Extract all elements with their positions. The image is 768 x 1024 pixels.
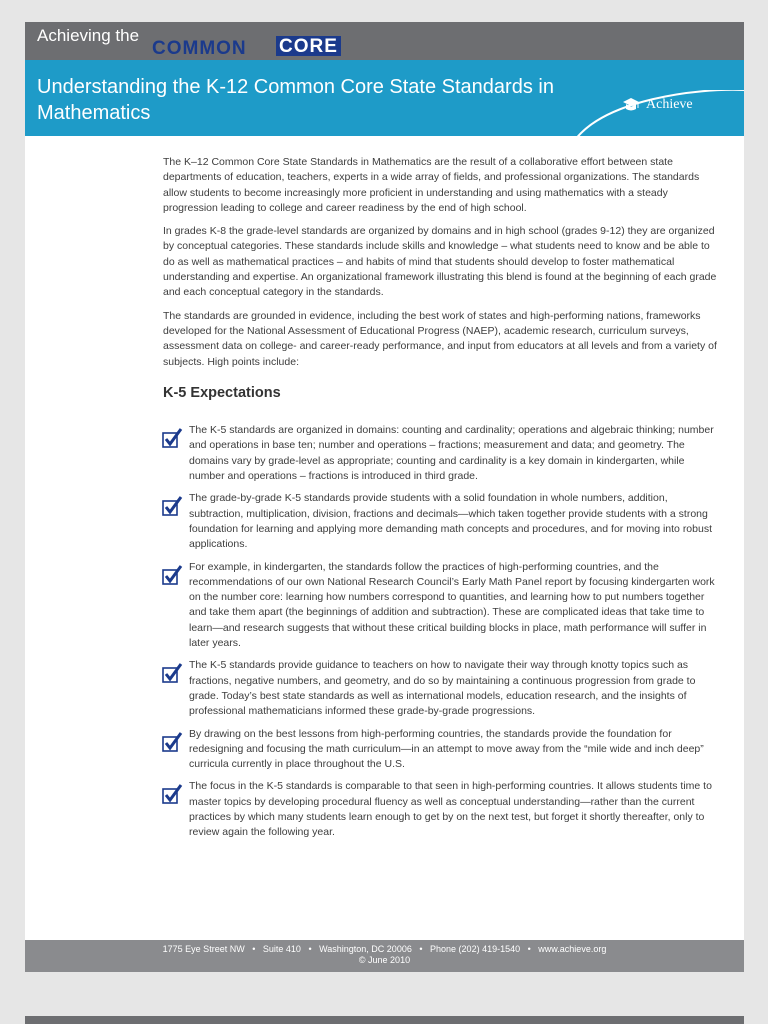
bullet-separator: • <box>252 944 256 954</box>
checkbox-check-icon <box>162 428 184 450</box>
list-item-text: The focus in the K-5 standards is comparable to that seen in high-performing countries. It allows students time to master topics by developing procedural fluency as well as conceptual understanding—rather than the current practices by which many students learn enough to get by on the next test, but forget it shortly thereafter, only to review again the following year. <box>189 780 712 839</box>
list-item <box>163 423 723 484</box>
brand-bar <box>25 22 744 60</box>
brand-prefix: Achieving the <box>37 26 140 45</box>
brand-core: CORE <box>276 36 341 56</box>
checkbox-check-icon <box>162 732 184 754</box>
bullet-separator: • <box>308 944 312 954</box>
brand-common: COMMON <box>152 38 247 59</box>
checkbox-check-icon <box>162 663 184 685</box>
footer-website-link[interactable]: www.achieve.org <box>538 944 607 954</box>
next-page-edge <box>25 1016 744 1024</box>
footer-city: Washington, DC 20006 <box>319 944 412 954</box>
mortarboard-icon <box>622 96 640 114</box>
list-item-text: The K-5 standards provide guidance to teachers on how to navigate their way through knotty topics such as fractions, negative numbers, and geometry, and do so by maintaining a continuous progression from grade to grade. Today’s best state standards as well as international models, education research, and the insights of professional mathematicians informed these grade-by-grade progressions. <box>189 659 696 718</box>
checkbox-check-icon <box>162 784 184 806</box>
footer-contact-line <box>25 940 744 954</box>
achieve-logo-text: Achieve <box>646 97 693 112</box>
footer-address: 1775 Eye Street NW <box>162 944 245 954</box>
title-banner <box>25 60 744 136</box>
list-item <box>163 560 723 652</box>
achieve-logo-area <box>575 90 744 140</box>
bullet-separator: • <box>419 944 423 954</box>
list-item-text: For example, in kindergarten, the standards follow the practices of high-performing countries, and the recommendations of our own National Research Council’s Early Math Panel report by focusing kindergarten work on the number core: learning how numbers correspond to quantities, and learning how to put numbers together and take them apart (the beginnings of addition and subtraction). These are complicated ideas that take time to learn—and research suggests that without these critical building blocks in place, math performance will suffer in later years. <box>189 560 715 650</box>
bullet-separator: • <box>527 944 531 954</box>
main-content <box>163 155 723 848</box>
intro-paragraph-2: In grades K-8 the grade-level standards are organized by domains and in high school (grades 9-12) they are organized by conceptual categories. These standards include skills and knowledge – what students need to know and be able to do as well as mathematical practices – and habits of mind that students should develop to foster mathematical understanding and expertise. An organizational framework illustrating this blend is found at the beginning of each grade and each conceptual category in the standards. <box>163 225 717 299</box>
list-item <box>163 779 723 840</box>
expectations-list <box>163 423 723 840</box>
intro-paragraph-3: The standards are grounded in evidence, including the best work of states and high-performing nations, frameworks developed for the National Assessment of Educational Progress (NAEP), academic research, curriculum surveys, assessment data on college- and career-ready performance, and input from educators at all levels and from a variety of subjects. High points include: <box>163 309 717 368</box>
section-heading: K-5 Expectations <box>163 384 281 401</box>
checkbox-check-icon <box>162 496 184 518</box>
page-title: Understanding the K-12 Common Core State Standards in Mathematics <box>37 76 554 124</box>
list-item <box>163 658 723 719</box>
checkbox-check-icon <box>162 565 184 587</box>
footer-suite: Suite 410 <box>262 944 301 954</box>
intro-paragraph-1: The K–12 Common Core State Standards in Mathematics are the result of a collaborative effort between state departments of education, teachers, experts in a wide array of fields, and professional organizations. The standards allow students to become increasingly more proficient in understanding and using mathematics with a steady progression leading to college and career readiness by the end of high school. <box>163 156 700 214</box>
list-item <box>163 491 723 552</box>
footer-date: © June 2010 <box>358 955 411 965</box>
achieve-logo <box>622 96 693 114</box>
list-item <box>163 727 723 773</box>
document-page <box>25 22 744 972</box>
page-footer <box>25 940 744 972</box>
list-item-text: The K-5 standards are organized in domains: counting and cardinality; operations and algebraic thinking; number and operations in base ten; number and operations – fractions; measurement and data; and geometry. The domains vary by grade-level as appropriate; counting and cardinality is a key domain in kindergarten, while number and operations – fractions is introduced in third grade. <box>189 424 714 483</box>
list-item-text: By drawing on the best lessons from high-performing countries, the standards provide the foundation for redesigning and focusing the math curriculum—in an attempt to move away from the “mile wide and inch deep” curricula currently in place throughout the U.S. <box>189 727 704 771</box>
list-item-text: The grade-by-grade K-5 standards provide students with a solid foundation in whole numbers, addition, subtraction, multiplication, division, fractions and decimals—which taken together provide students with a strong foundation for learning and applying more demanding math concepts and procedures, and for moving into robust applications. <box>189 492 712 551</box>
footer-phone: Phone (202) 419-1540 <box>430 944 521 954</box>
